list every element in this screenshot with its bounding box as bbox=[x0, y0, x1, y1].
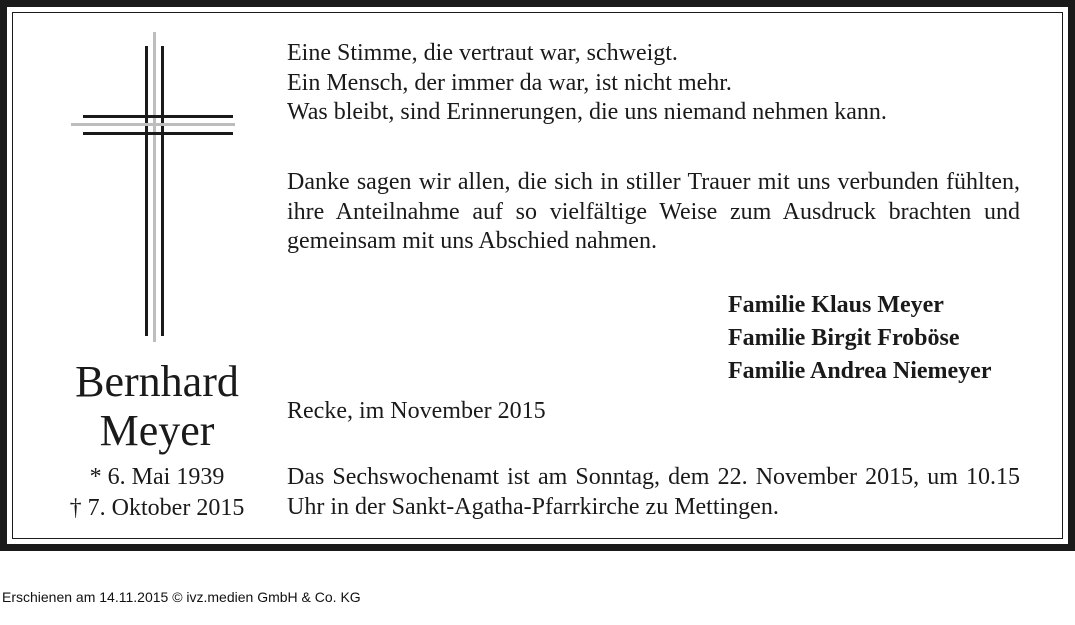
poem-line: Eine Stimme, die vertraut war, schweigt. bbox=[287, 40, 678, 66]
family-name: Familie Klaus Meyer bbox=[728, 292, 944, 318]
publisher-note: Erschienen am 14.11.2015 © ivz.medien GmbH & Co. KG bbox=[2, 589, 361, 605]
poem-line: Ein Mensch, der immer da war, ist nicht mehr. bbox=[287, 69, 732, 96]
birth-date: * 6. Mai 1939 bbox=[89, 464, 225, 490]
cross-icon bbox=[59, 32, 235, 342]
deceased-last-name: Meyer bbox=[99, 406, 215, 455]
place-date: Recke, im November 2015 bbox=[287, 398, 546, 424]
family-name: Familie Andrea Niemeyer bbox=[728, 358, 992, 384]
poem bbox=[287, 39, 1020, 128]
family-name: Familie Birgit Froböse bbox=[728, 325, 960, 351]
family-signatures bbox=[728, 289, 991, 388]
poem-line: Was bleibt, sind Erinnerungen, die uns niemand nehmen kann. bbox=[287, 99, 887, 125]
thanks-paragraph: Danke sagen wir allen, die sich in stiller Trauer mit uns verbunden fühlten, ihre Anteilnahme auf so vielfältige Weise zum Ausdruck brachten und gemeinsam mit uns Abschied nahmen. bbox=[287, 169, 1020, 254]
death-date: † 7. Oktober 2015 bbox=[69, 495, 245, 521]
service-announcement: Das Sechswochenamt ist am Sonntag, dem 22. November 2015, um 10.15 Uhr in der Sankt-Agatha-Pfarrkirche zu Mettingen. bbox=[287, 464, 1020, 520]
deceased-first-name: Bernhard bbox=[75, 357, 239, 406]
